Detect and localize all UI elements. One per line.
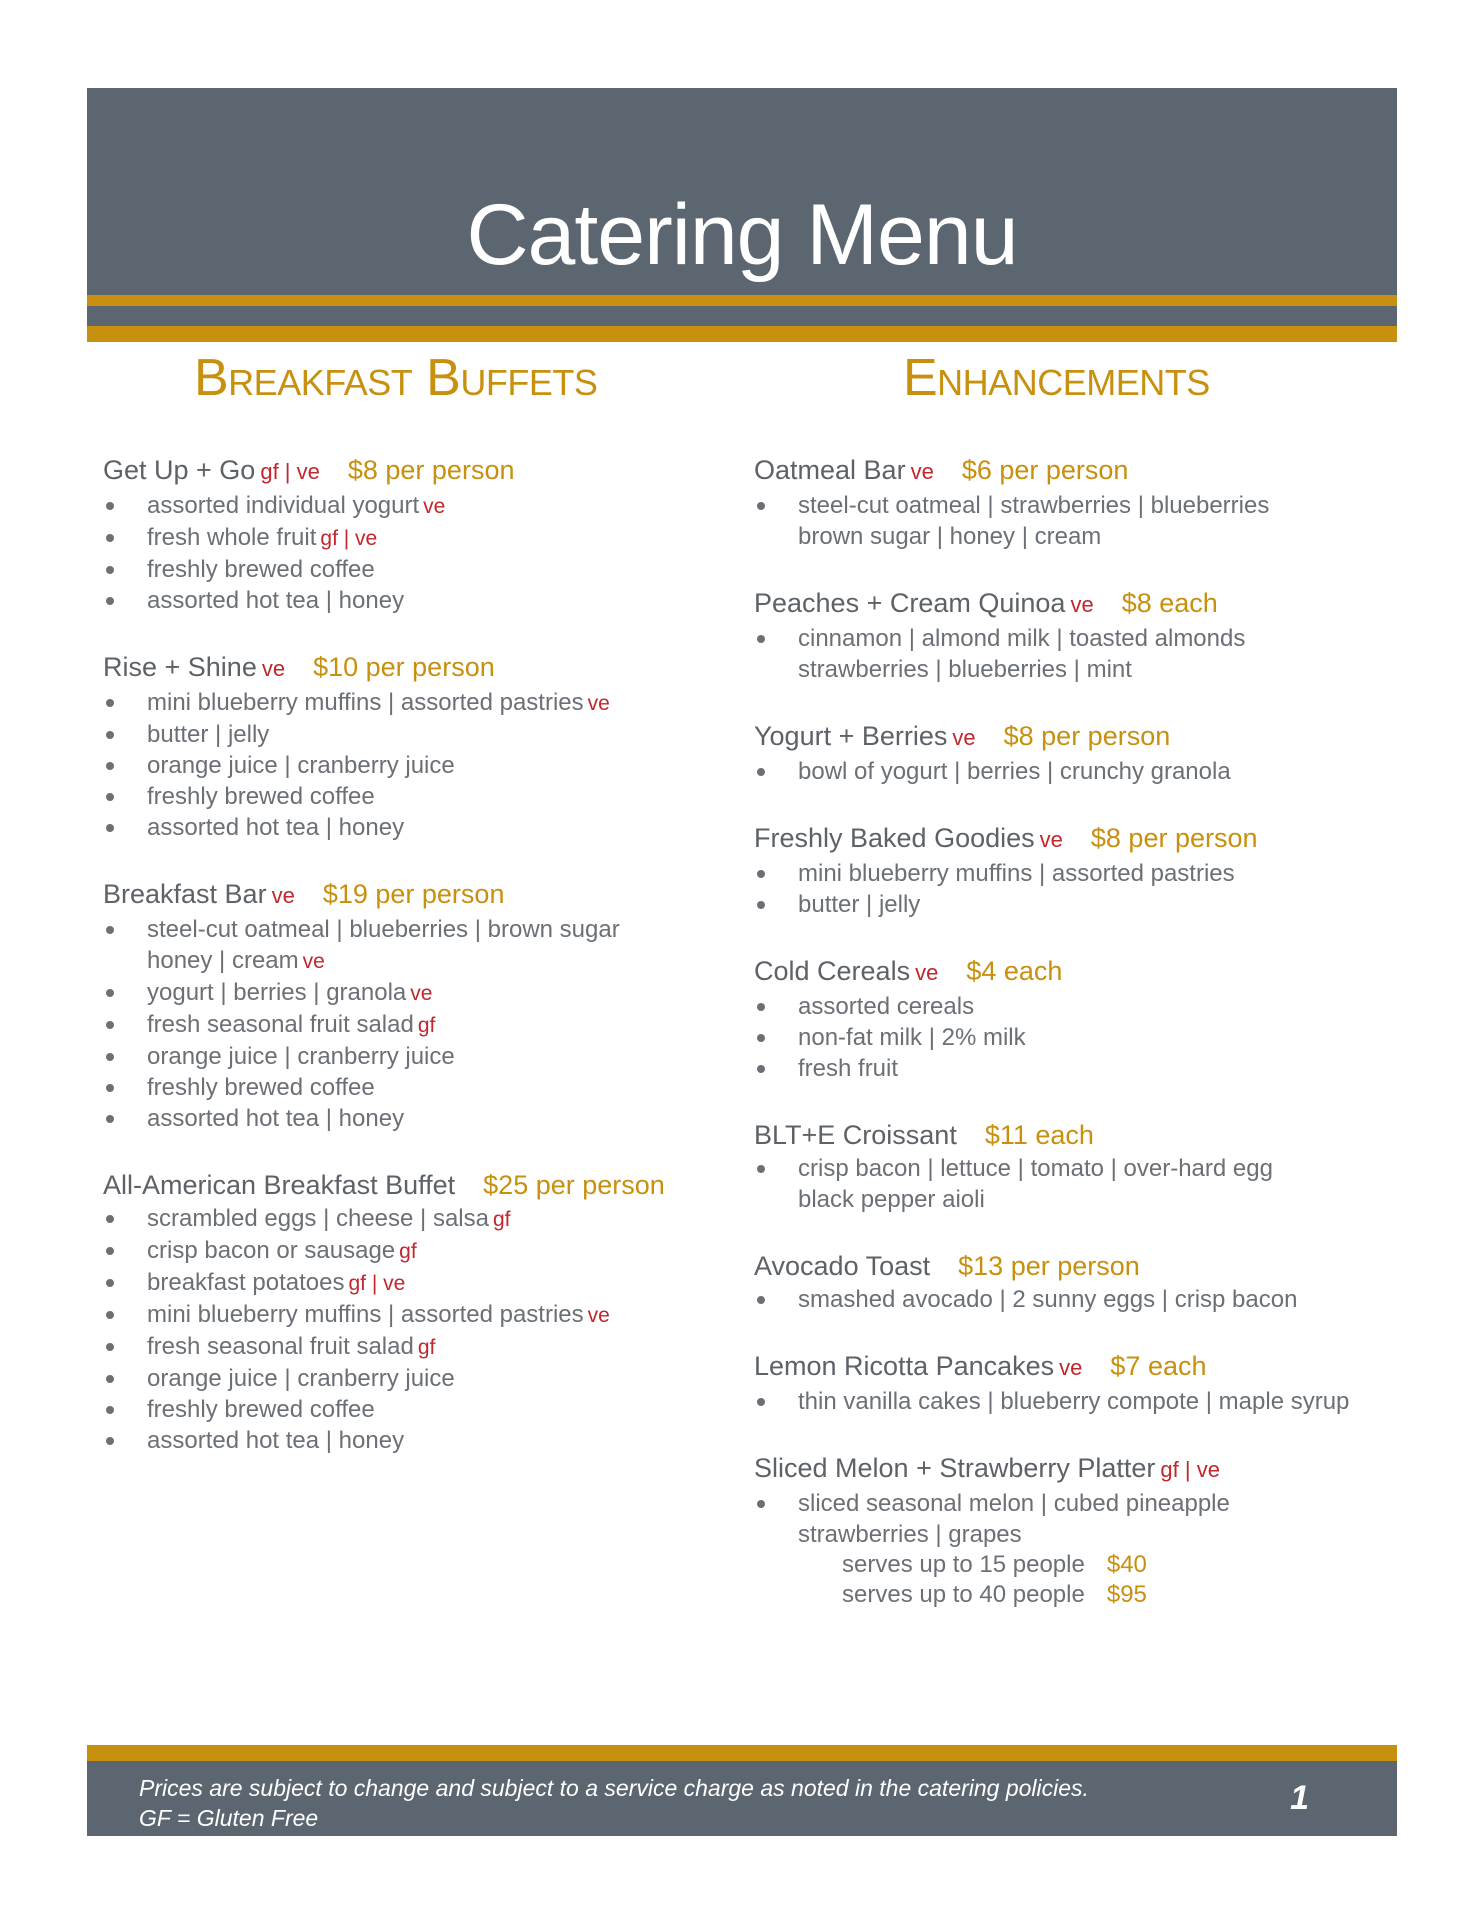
item-text: assorted individual yogurt [147, 492, 420, 519]
item-list [103, 490, 703, 616]
item-text: non-fat milk | 2% milk [798, 1024, 1026, 1051]
list-item [754, 1022, 1394, 1053]
item-list [754, 756, 1394, 787]
dietary-tag: ve [1070, 592, 1094, 617]
item-list [754, 1153, 1394, 1215]
dietary-tag: ve [952, 725, 976, 750]
list-item [103, 554, 703, 585]
menu-section [103, 876, 703, 1134]
list-item [103, 1299, 703, 1331]
menu-section [103, 452, 703, 616]
section-price: $7 each [1110, 1351, 1207, 1381]
list-item [103, 781, 703, 812]
item-text: crisp bacon | lettuce | tomato | over-hard egg [798, 1155, 1273, 1182]
dietary-tag: ve [1039, 827, 1063, 852]
enhancements-column [754, 452, 1394, 1643]
section-header [754, 1450, 1394, 1488]
section-header [754, 1248, 1394, 1284]
breakfast-buffets-column [103, 452, 703, 1489]
item-text: sliced seasonal melon | cubed pineapple [798, 1490, 1230, 1517]
section-name: Sliced Melon + Strawberry Platter [754, 1453, 1156, 1483]
list-item [103, 945, 703, 977]
menu-section [103, 649, 703, 843]
item-text: assorted hot tea | honey [147, 587, 405, 614]
section-price: $19 per person [322, 879, 505, 909]
section-header [103, 876, 703, 914]
item-text: freshly brewed coffee [147, 783, 375, 810]
item-text: orange juice | cranberry juice [147, 1365, 455, 1392]
item-text: steel-cut oatmeal | blueberries | brown sugar [147, 916, 620, 943]
section-header [103, 1167, 703, 1203]
list-item [754, 889, 1394, 920]
section-name: All-American Breakfast Buffet [103, 1170, 456, 1200]
section-header [103, 452, 703, 490]
dietary-tag: gf | ve [260, 459, 320, 484]
serving-price: $40 [1106, 1551, 1147, 1578]
item-text: freshly brewed coffee [147, 556, 375, 583]
dietary-tag: gf [399, 1240, 417, 1263]
item-text: brown sugar | honey | cream [798, 523, 1102, 550]
item-text: mini blueberry muffins | assorted pastries [147, 1301, 584, 1328]
item-text: mini blueberry muffins | assorted pastries [147, 689, 584, 716]
dietary-tag: ve [410, 982, 433, 1005]
section-name: Oatmeal Bar [754, 455, 906, 485]
menu-section [754, 718, 1394, 787]
enhancements-heading: Enhancements [903, 349, 1210, 407]
item-text: fresh seasonal fruit salad [147, 1011, 414, 1038]
list-item [103, 1009, 703, 1041]
dietary-tag: ve [261, 656, 286, 681]
menu-section [754, 820, 1394, 920]
section-name: Freshly Baked Goodies [754, 823, 1035, 853]
menu-section [754, 1450, 1394, 1610]
list-item [754, 991, 1394, 1022]
section-name: Cold Cereals [754, 956, 911, 986]
list-item [754, 858, 1394, 889]
dietary-tag: ve [910, 459, 934, 484]
footer-note-line: GF = Gluten Free [139, 1805, 319, 1831]
section-name: Breakfast Bar [103, 879, 267, 909]
section-name: Lemon Ricotta Pancakes [754, 1351, 1055, 1381]
serving-price: $95 [1106, 1581, 1147, 1608]
list-item [103, 1041, 703, 1072]
section-price: $6 per person [961, 455, 1129, 485]
item-text: fresh fruit [798, 1055, 899, 1082]
list-item [754, 654, 1394, 685]
list-item [103, 750, 703, 781]
footer-stripe [87, 1745, 1397, 1761]
section-price: $10 per person [313, 652, 495, 682]
item-list [754, 1386, 1394, 1417]
footer-banner [87, 1745, 1397, 1836]
item-text: fresh seasonal fruit salad [147, 1333, 414, 1360]
item-text: mini blueberry muffins | assorted pastries [798, 860, 1235, 887]
serving-size: serves up to 40 people [842, 1581, 1085, 1608]
list-item [754, 1488, 1394, 1519]
list-item [103, 1394, 703, 1425]
list-item [754, 1153, 1394, 1184]
item-text: scrambled eggs | cheese | salsa [147, 1205, 489, 1232]
section-price: $25 per person [483, 1170, 665, 1200]
item-text: assorted hot tea | honey [147, 1427, 405, 1454]
dietary-tag: gf | ve [348, 1272, 406, 1295]
item-text: assorted hot tea | honey [147, 1105, 405, 1132]
item-list [754, 858, 1394, 920]
section-price: $8 per person [347, 455, 515, 485]
menu-section [754, 452, 1394, 552]
item-list [754, 623, 1394, 685]
dietary-tag: gf [492, 1208, 511, 1231]
list-item [103, 812, 703, 843]
item-list [754, 490, 1394, 552]
serving-size: serves up to 15 people [842, 1551, 1085, 1578]
footer-note-line: Prices are subject to change and subject to a service charge as noted in the catering policies. [139, 1775, 1089, 1801]
list-item [103, 687, 703, 719]
section-header [754, 452, 1394, 490]
dietary-tag: ve [423, 495, 446, 518]
dietary-tag: ve [271, 883, 295, 908]
item-text: crisp bacon or sausage [147, 1237, 396, 1264]
item-list [754, 1284, 1394, 1315]
header-stripe [87, 326, 1397, 342]
dietary-tag: ve [587, 1304, 610, 1327]
item-list [103, 914, 703, 1134]
section-header [103, 649, 703, 687]
list-item [754, 1284, 1394, 1315]
item-text: black pepper aioli [798, 1186, 985, 1213]
breakfast-buffets-heading: Breakfast Buffets [194, 349, 598, 407]
item-text: cinnamon | almond milk | toasted almonds [798, 625, 1246, 652]
dietary-tag: gf [417, 1014, 436, 1037]
item-list [103, 1203, 703, 1456]
dietary-tag: gf | ve [1160, 1457, 1220, 1482]
item-text: orange juice | cranberry juice [147, 1043, 455, 1070]
dietary-tag: ve [587, 692, 610, 715]
section-header [754, 1117, 1394, 1153]
dietary-tag: ve [915, 960, 939, 985]
list-item [103, 719, 703, 750]
section-price: $13 per person [958, 1251, 1140, 1281]
list-item [754, 623, 1394, 654]
list-item [103, 1267, 703, 1299]
list-item [754, 1184, 1394, 1215]
item-text: smashed avocado | 2 sunny eggs | crisp bacon [798, 1286, 1298, 1313]
menu-section [754, 1248, 1394, 1315]
list-item [103, 914, 703, 945]
page-title: Catering Menu [466, 187, 1018, 283]
list-item [754, 521, 1394, 552]
serving-option [754, 1580, 1394, 1610]
item-text: bowl of yogurt | berries | crunchy granola [798, 758, 1231, 785]
list-item [103, 585, 703, 616]
list-item [754, 756, 1394, 787]
section-header [754, 953, 1394, 991]
header-banner [87, 88, 1397, 342]
section-name: BLT+E Croissant [754, 1120, 957, 1150]
section-price: $8 per person [1003, 721, 1171, 751]
list-item [103, 490, 703, 522]
item-list [103, 687, 703, 843]
item-text: yogurt | berries | granola [147, 979, 407, 1006]
page-number: 1 [1290, 1779, 1309, 1817]
section-price: $8 each [1121, 588, 1218, 618]
section-name: Avocado Toast [754, 1251, 931, 1281]
menu-section [754, 1348, 1394, 1417]
list-item [103, 1072, 703, 1103]
dietary-tag: gf [417, 1336, 436, 1359]
footer-note [139, 1773, 1089, 1833]
item-text: freshly brewed coffee [147, 1074, 375, 1101]
item-text: strawberries | blueberries | mint [798, 656, 1132, 683]
section-header [754, 1348, 1394, 1386]
list-item [754, 1386, 1394, 1417]
section-name: Get Up + Go [103, 455, 256, 485]
list-item [103, 1235, 703, 1267]
item-text: butter | jelly [798, 891, 921, 918]
list-item [103, 977, 703, 1009]
item-text: thin vanilla cakes | blueberry compote | maple syrup [798, 1388, 1350, 1415]
item-text: fresh whole fruit [147, 524, 317, 551]
item-text: freshly brewed coffee [147, 1396, 375, 1423]
section-name: Yogurt + Berries [754, 721, 948, 751]
list-item [754, 1519, 1394, 1550]
list-item [103, 1203, 703, 1235]
menu-section [754, 585, 1394, 685]
list-item [103, 1363, 703, 1394]
menu-section [103, 1167, 703, 1456]
serving-option [754, 1550, 1394, 1580]
dietary-tag: ve [302, 950, 325, 973]
item-text: orange juice | cranberry juice [147, 752, 455, 779]
header-stripe [87, 295, 1397, 306]
section-price: $8 per person [1090, 823, 1258, 853]
item-list [754, 1488, 1394, 1550]
section-header [754, 820, 1394, 858]
dietary-tag: ve [1059, 1355, 1083, 1380]
item-text: strawberries | grapes [798, 1521, 1022, 1548]
section-name: Peaches + Cream Quinoa [754, 588, 1066, 618]
menu-section [754, 953, 1394, 1084]
list-item [103, 1425, 703, 1456]
item-list [754, 991, 1394, 1084]
item-text: butter | jelly [147, 721, 270, 748]
dietary-tag: gf | ve [320, 527, 378, 550]
item-text: breakfast potatoes [147, 1269, 345, 1296]
list-item [754, 1053, 1394, 1084]
menu-section [754, 1117, 1394, 1215]
section-header [754, 585, 1394, 623]
section-header [754, 718, 1394, 756]
section-price: $11 each [984, 1120, 1094, 1150]
section-price: $4 each [966, 956, 1063, 986]
item-text: honey | cream [147, 947, 299, 974]
item-text: steel-cut oatmeal | strawberries | blueberries [798, 492, 1270, 519]
section-name: Rise + Shine [103, 652, 257, 682]
list-item [754, 490, 1394, 521]
item-text: assorted cereals [798, 993, 975, 1020]
list-item [103, 522, 703, 554]
item-text: assorted hot tea | honey [147, 814, 405, 841]
list-item [103, 1103, 703, 1134]
list-item [103, 1331, 703, 1363]
